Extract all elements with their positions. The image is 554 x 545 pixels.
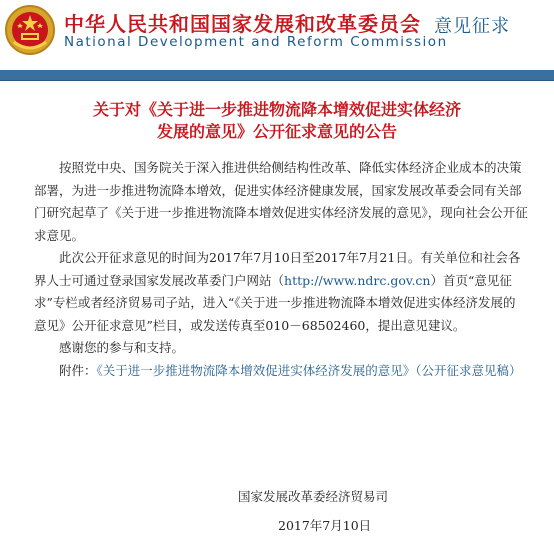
org-name-english[interactable]: National Development and Reform Commission	[64, 34, 448, 50]
attachment-link[interactable]: 《关于进一步推进物流降本增效促进实体经济发展的意见》（公开征求意见稿）	[96, 362, 522, 378]
paragraph-thanks: 感谢您的参与和支持。	[59, 340, 185, 355]
paragraph-details-part2: ）首页“意见征求”专栏或者经济贸易司子站，进入“《关于进一步推进物流降本增效促进实体经济发展的意见》公开征求意见”栏目，或发送传真至010－68502460，提出意见建议。	[34, 272, 516, 333]
ndrc-website-link[interactable]: http://www.ndrc.gov.cn	[284, 272, 431, 288]
paragraph-details	[34, 247, 528, 337]
article-title-line2: 发展的意见》公开征求意见的公告	[156, 122, 397, 141]
section-title[interactable]: 意见征求	[434, 16, 510, 37]
publish-date: 2017年7月10日	[278, 518, 372, 533]
org-name-chinese[interactable]: 中华人民共和国国家发展和改革委员会	[64, 12, 421, 36]
signature: 国家发展改革委经济贸易司	[238, 489, 389, 504]
attachment-label: 附件：	[59, 362, 97, 378]
article-title	[0, 99, 554, 143]
paragraph-details-part1: 此次公开征求意见的时间为2017年7月10日至2017年7月21日。有关单位和社会各界人士可通过登录国家发展改革委门户网站（	[34, 250, 521, 288]
paragraph-intro: 按照党中央、国务院关于深入推进供给侧结构性改革、降低实体经济企业成本的决策部署，为进一步推进物流降本增效，促进实体经济健康发展，国家发展改革委会同有关部门研究起草了《关于进一步推进物流降本增效促进实体经济发展的意见》，现向社会公开征求意见。	[34, 160, 528, 243]
attachment-line	[34, 360, 528, 383]
header-divider-bar	[0, 70, 554, 81]
article-title-line1: 关于对《关于进一步推进物流降本增效促进实体经济	[92, 100, 461, 119]
site-header	[0, 0, 554, 70]
national-emblem-icon	[4, 4, 56, 56]
article-body	[0, 143, 554, 382]
